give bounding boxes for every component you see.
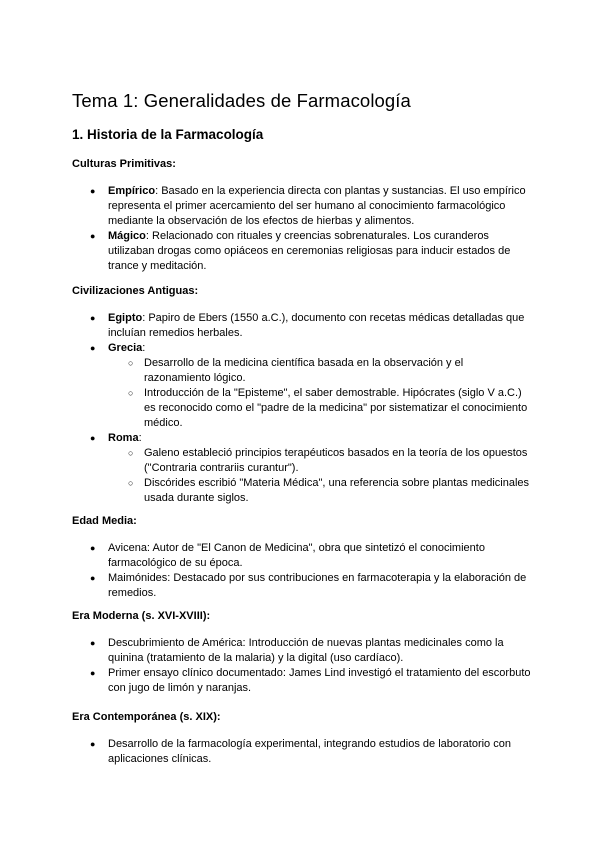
sub-list-item: ○ Discórides escribió "Materia Médica", una referencia sobre plantas medicinales usada durante siglos. (128, 477, 530, 504)
sub-list-item: ○ Galeno estableció principios terapéuticos basados en la teoría de los opuestos ("Contraria contrariis curantur"). (128, 447, 528, 474)
section-edad-media (72, 514, 532, 601)
subheading-era-moderna: Era Moderna (s. XVI-XVIII): (72, 610, 211, 622)
bullet-dot-icon: ● (90, 313, 96, 323)
sub-bullet-list (108, 446, 532, 506)
list-item: ● Desarrollo de la farmacología experimental, integrando estudios de laboratorio con aplicaciones clínicas. (90, 738, 511, 765)
section-era-contemporanea (72, 710, 532, 767)
section-title: 1. Historia de la Farmacología (72, 127, 264, 142)
bullet-list (72, 184, 532, 274)
subheading-civilizaciones-antiguas: Civilizaciones Antiguas: (72, 285, 199, 297)
bullet-dot-icon: ● (90, 573, 96, 583)
hollow-bullet-icon: ○ (128, 388, 134, 398)
sub-list-item: ○ Introducción de la "Episteme", el saber demostrable. Hipócrates (siglo V a.C.) es reconocido como el "padre de la medicina" por sistematizar el conocimiento médico. (128, 387, 528, 429)
bullet-list (72, 636, 532, 696)
list-item: ● Avicena: Autor de "El Canon de Medicina", obra que sintetizó el conocimiento farmacológico de su época. (90, 542, 485, 569)
bullet-dot-icon: ● (90, 638, 96, 648)
bullet-list (72, 737, 532, 767)
section-civilizaciones-antiguas (72, 284, 532, 506)
sub-bullet-list (108, 356, 532, 431)
list-item-egipto: ● Egipto: Papiro de Ebers (1550 a.C.), documento con recetas médicas detalladas que incluían remedios herbales. (90, 312, 525, 339)
bullet-dot-icon: ● (90, 668, 96, 678)
bullet-list (72, 311, 532, 506)
bullet-dot-icon: ● (90, 433, 96, 443)
bullet-dot-icon: ● (90, 186, 96, 196)
subheading-culturas-primitivas: Culturas Primitivas: (72, 158, 176, 170)
section-culturas-primitivas (72, 157, 532, 274)
subheading-era-contemporanea: Era Contemporánea (s. XIX): (72, 711, 221, 723)
page-title: Tema 1: Generalidades de Farmacología (72, 90, 411, 111)
sub-list-item: ○ Desarrollo de la medicina científica basada en la observación y el razonamiento lógico. (128, 357, 464, 384)
subheading-edad-media: Edad Media: (72, 515, 137, 527)
list-item: ● Maimónides: Destacado por sus contribuciones en farmacoterapia y la elaboración de remedios. (90, 572, 527, 599)
bullet-list (72, 541, 532, 601)
list-item: ● Descubrimiento de América: Introducción de nuevas plantas medicinales como la quinina (tratamiento de la malaria) y la digital (uso cardíaco). (90, 637, 504, 664)
list-item: ● Empírico: Basado en la experiencia directa con plantas y sustancias. El uso empírico representa el primer acercamiento del ser humano al conocimiento farmacológico mediante la observación de los efectos de hierbas y alimentos. (90, 185, 526, 227)
section-era-moderna (72, 609, 532, 696)
list-item-roma: ● Roma: ○ Galeno estableció principios terapéuticos basados en la teoría de los opuestos ("Contraria contrariis curantur"). ○ Discórides escribió "Materia Médica", una referencia sobre plantas medicinales usada durante siglos. (72, 431, 532, 506)
hollow-bullet-icon: ○ (128, 448, 134, 458)
hollow-bullet-icon: ○ (128, 478, 134, 488)
bullet-dot-icon: ● (90, 543, 96, 553)
list-item-grecia: ● Grecia: ○ Desarrollo de la medicina científica basada en la observación y el razonamiento lógico. ○ Introducción de la "Episteme", el saber demostrable. Hipócrates (siglo V a.C.) es reconocido como el "padre de la medicina" por sistematizar el conocimiento médico. (72, 341, 532, 431)
bullet-dot-icon: ● (90, 231, 96, 241)
list-item: ● Mágico: Relacionado con rituales y creencias sobrenaturales. Los curanderos utilizaban drogas como opiáceos en ceremonias religiosas para inducir estados de trance y meditación. (90, 230, 511, 272)
bullet-dot-icon: ● (90, 343, 96, 353)
hollow-bullet-icon: ○ (128, 358, 134, 368)
list-item: ● Primer ensayo clínico documentado: James Lind investigó el tratamiento del escorbuto con jugo de limón y naranjas. (90, 667, 531, 694)
bullet-dot-icon: ● (90, 739, 96, 749)
